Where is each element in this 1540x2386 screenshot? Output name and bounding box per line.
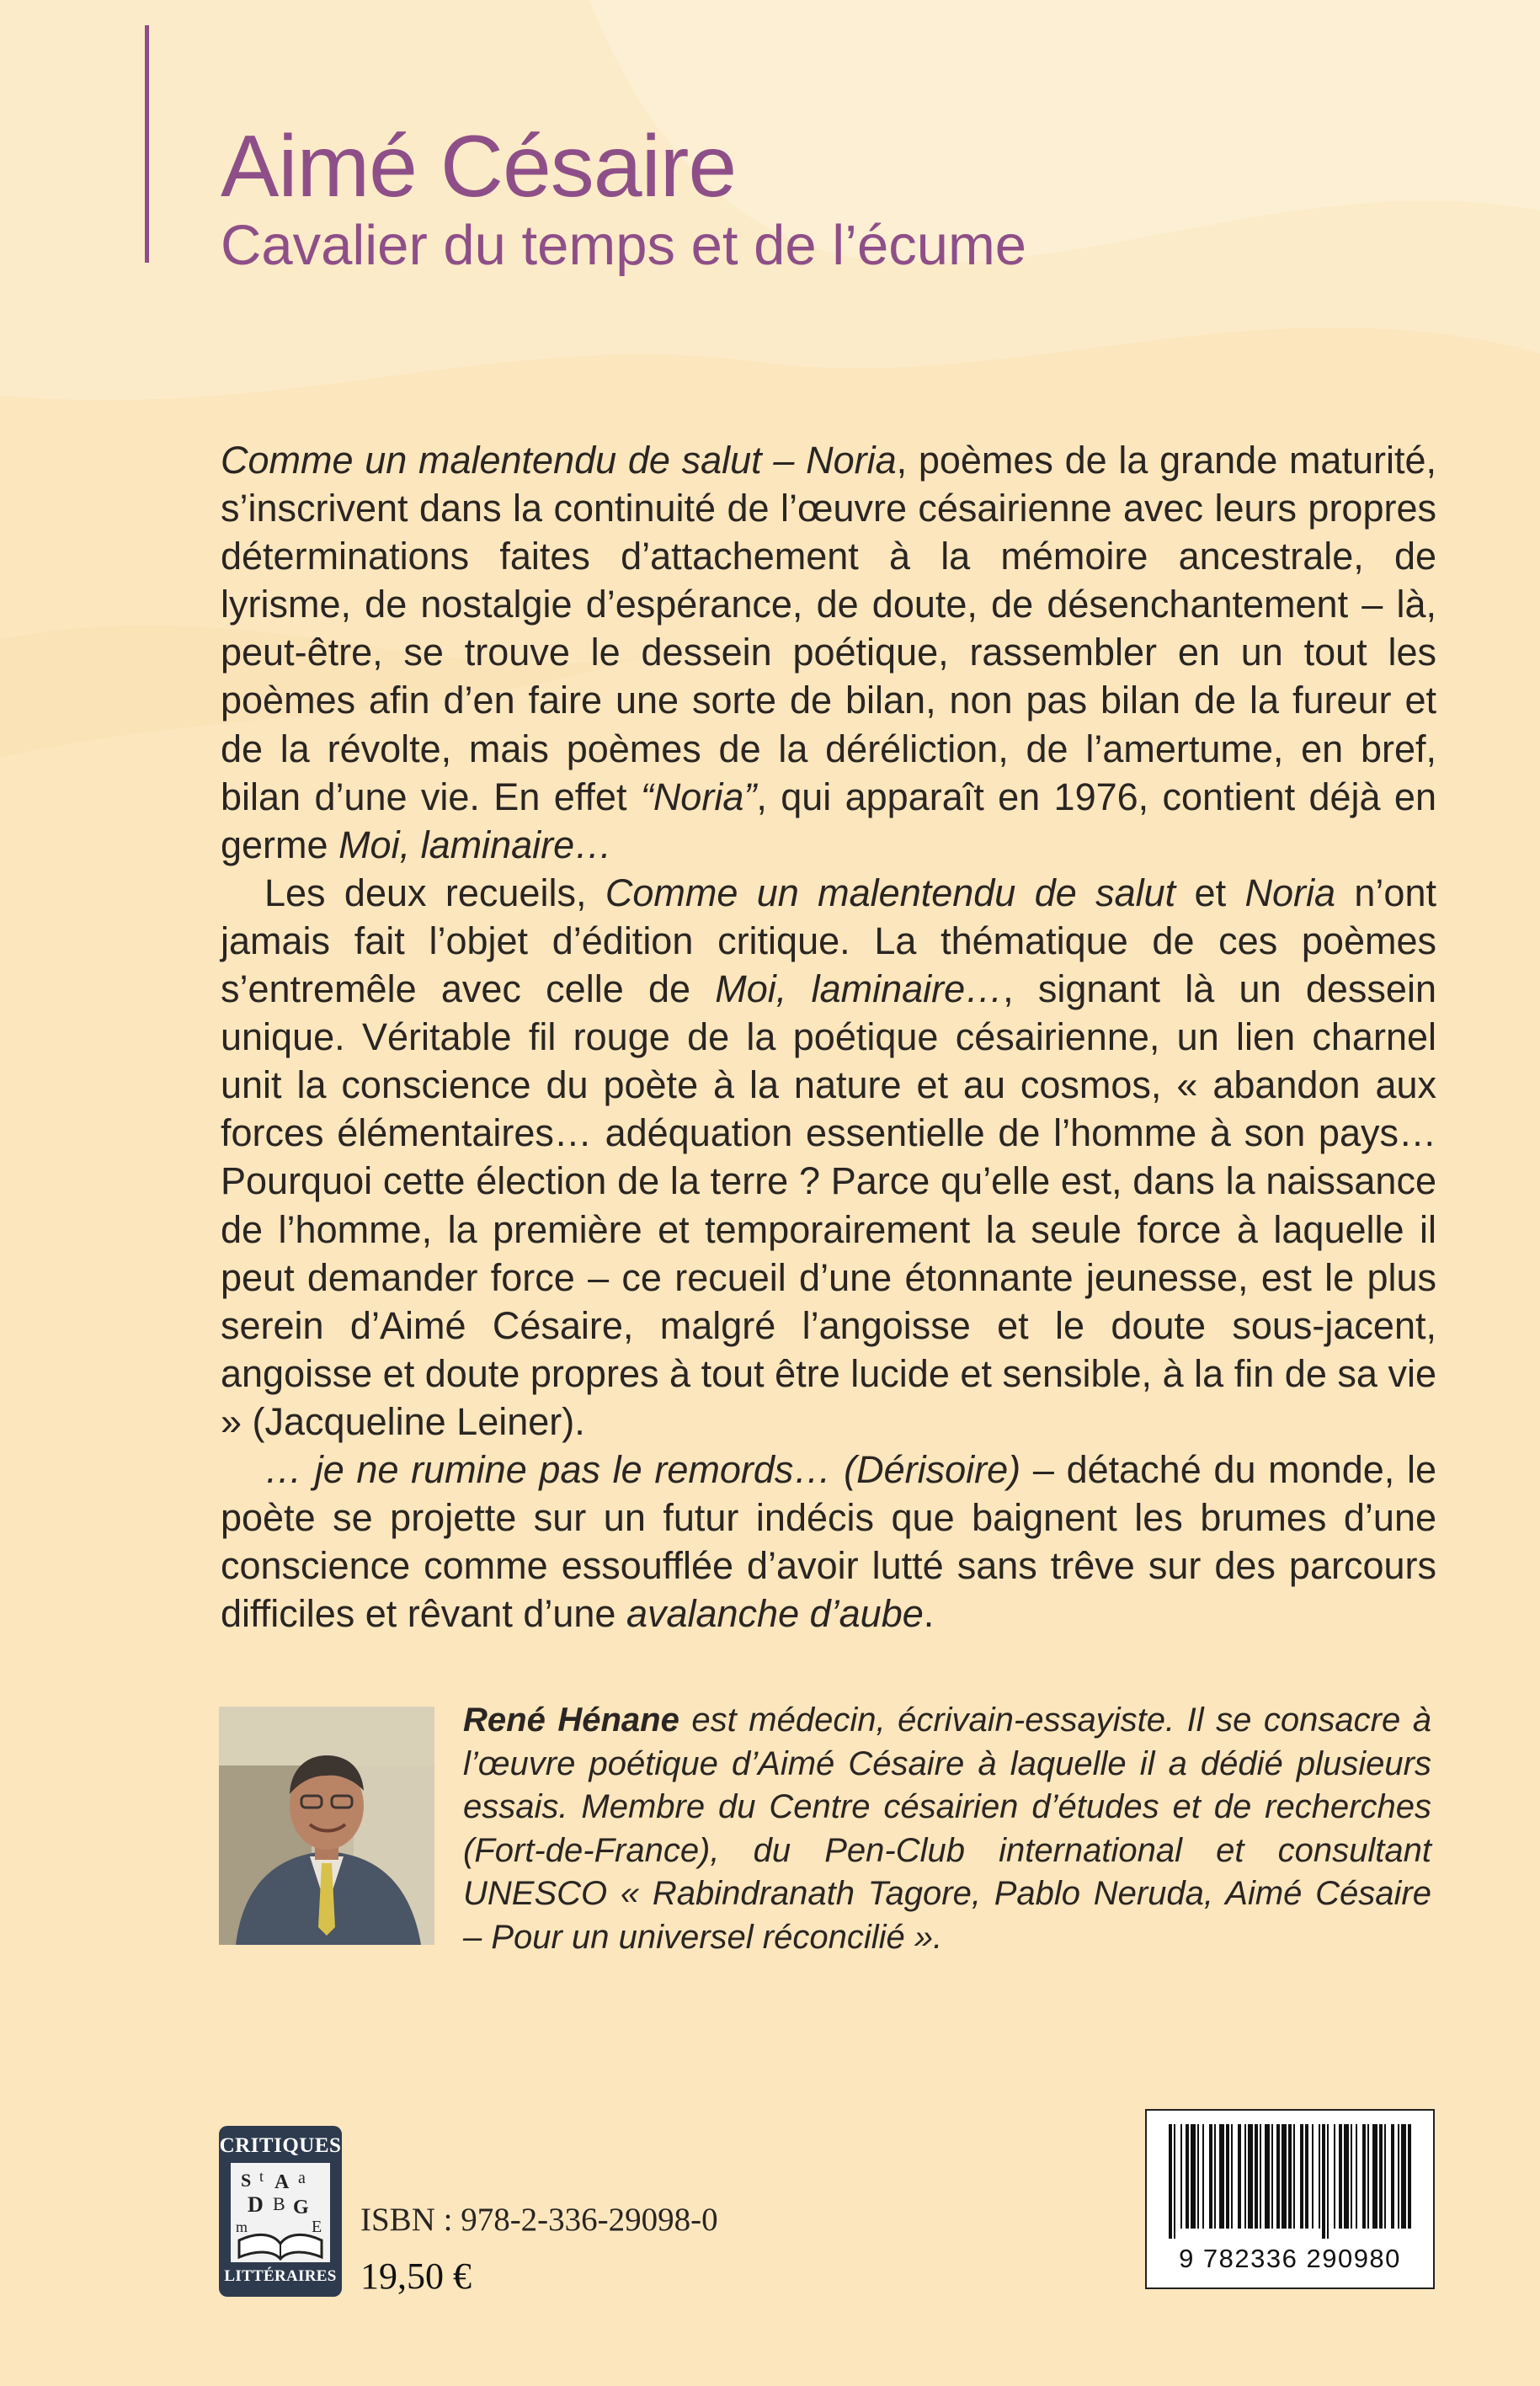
barcode-bar: [1186, 2124, 1189, 2229]
barcode-bar: [1231, 2124, 1233, 2229]
barcode-bar: [1293, 2124, 1295, 2229]
barcode: [1145, 2109, 1435, 2289]
barcode-bar: [1408, 2124, 1411, 2229]
barcode-bar: [1244, 2124, 1246, 2229]
italic-text-run: Noria: [1244, 871, 1336, 914]
barcode-bar: [1372, 2124, 1377, 2229]
barcode-bar: [1401, 2124, 1406, 2229]
barcode-bar: [1265, 2124, 1270, 2229]
barcode-bar: [1180, 2124, 1182, 2229]
svg-text:G: G: [293, 2197, 309, 2218]
collection-logo-bottom-label: LITTÉRAIRES: [224, 2267, 337, 2285]
barcode-bar: [1214, 2124, 1216, 2229]
barcode-bar: [1319, 2124, 1320, 2229]
barcode-bar: [1209, 2124, 1212, 2229]
letters-book-icon: [231, 2163, 330, 2262]
barcode-bar: [1356, 2124, 1357, 2229]
back-cover-summary: [221, 436, 1436, 1638]
barcode-bar: [1174, 2124, 1175, 2239]
barcode-bars: [1164, 2124, 1416, 2239]
text-run: Les deux recueils,: [264, 871, 605, 914]
svg-text:D: D: [248, 2192, 264, 2217]
barcode-bar: [1300, 2124, 1303, 2229]
barcode-bar: [1322, 2124, 1325, 2239]
collection-logo-top-label: CRITIQUES: [219, 2134, 342, 2157]
text-run: , qui apparaît en 1976, contient déjà en germe: [221, 775, 1436, 866]
italic-text-run: Moi, laminaire…: [715, 967, 1004, 1011]
italic-text-run: Comme un malentendu de salut – Noria: [221, 439, 897, 482]
barcode-bar: [1248, 2124, 1253, 2229]
barcode-bar: [1367, 2124, 1369, 2229]
italic-text-run: … je ne rumine pas le remords… (Dérisoire): [264, 1447, 1021, 1491]
author-photo: [219, 1707, 434, 1945]
text-run: , signant là un dessein unique. Véritable fil rouge de la poétique césairienne, un lien charnel unit la conscience du poète à la nature et au cosmos, « abandon aux forces élémentaires… adéquation essentielle de l’homme à son pays… Pourquoi cette élection de la terre ? Parce qu’elle est, dans la naissance de l’homme, la première et temporairement la seule force à laquelle il peut demander force – ce recueil d’une étonnante jeunesse, est le plus serein d’Aimé Césaire, malgré l’angoisse et le doute sous-jacent, angoisse et doute propres à tout être lucide et sensible, à la fin de sa vie » (Jacqueline Leiner).: [221, 967, 1436, 1443]
author-bio: [463, 1699, 1431, 1960]
svg-text:S: S: [241, 2170, 252, 2191]
barcode-bar: [1219, 2124, 1224, 2229]
book-subtitle: Cavalier du temps et de l’écume: [221, 214, 1027, 277]
barcode-bar: [1305, 2124, 1308, 2229]
summary-paragraph: [221, 436, 1436, 869]
barcode-bar: [1398, 2124, 1399, 2229]
text-run: .: [923, 1592, 935, 1636]
barcode-bar: [1379, 2124, 1383, 2229]
barcode-bar: [1226, 2124, 1229, 2229]
barcode-bar: [1312, 2124, 1314, 2229]
summary-paragraph: [221, 869, 1436, 1446]
barcode-bar: [1384, 2124, 1386, 2229]
title-side-rule: [145, 25, 149, 263]
svg-text:t: t: [259, 2168, 264, 2185]
barcode-bar: [1276, 2124, 1280, 2229]
isbn-label: ISBN : 978-2-336-29098-0: [360, 2202, 718, 2238]
svg-text:E: E: [312, 2218, 322, 2236]
svg-text:m: m: [236, 2218, 248, 2235]
barcode-bar: [1339, 2124, 1342, 2229]
barcode-bar: [1238, 2124, 1241, 2229]
italic-text-run: Moi, laminaire…: [338, 823, 613, 866]
barcode-bar: [1351, 2124, 1352, 2229]
price-label: 19,50 €: [360, 2256, 472, 2297]
text-run: et: [1175, 871, 1245, 914]
barcode-bar: [1344, 2124, 1349, 2229]
text-run: – détaché du monde, le poète se projette sur un futur indécis que baignent les brumes d’une conscience comme essoufflée d’avoir lutté sans trêve sur des parcours difficiles et rêvant d’une: [221, 1447, 1436, 1636]
barcode-bar: [1282, 2124, 1287, 2229]
svg-text:a: a: [298, 2169, 306, 2187]
book-title: Aimé Césaire: [221, 118, 737, 216]
italic-text-run: avalanche d’aube: [626, 1592, 924, 1636]
summary-paragraph: [221, 1446, 1436, 1638]
author-bio-text: est médecin, écrivain-essayiste. Il se consacre à l’œuvre poétique d’Aimé Césaire à laquelle il a dédié plusieurs essais. Membre du Centre césairien d’études et de recherches (Fort-de-France), du Pen-Club international et consultant UNESCO « Rabindranath Tagore, Pablo Neruda, Aimé Césaire – Pour un universel réconcilié ».: [463, 1702, 1431, 1956]
barcode-bar: [1191, 2124, 1196, 2229]
barcode-bar: [1391, 2124, 1394, 2229]
barcode-bar: [1288, 2124, 1292, 2229]
barcode-bar: [1362, 2124, 1366, 2229]
barcode-bar: [1202, 2124, 1204, 2229]
text-run: n’ont jamais fait l’objet d’édition critique. La thématique de ces poèmes s’entremêle avec celle de: [221, 871, 1436, 1011]
barcode-number: 9 782336 290980: [1179, 2244, 1401, 2273]
collection-logo: [219, 2126, 342, 2297]
svg-text:A: A: [274, 2171, 290, 2193]
italic-text-run: “Noria”: [640, 775, 757, 818]
barcode-bar: [1197, 2124, 1199, 2229]
barcode-bar: [1255, 2124, 1258, 2229]
italic-text-run: Comme un malentendu de salut: [605, 871, 1176, 914]
barcode-bar: [1327, 2124, 1329, 2239]
barcode-bar: [1169, 2124, 1172, 2239]
svg-text:B: B: [273, 2193, 285, 2214]
barcode-bar: [1334, 2124, 1335, 2229]
barcode-bar: [1260, 2124, 1261, 2229]
barcode-bar: [1271, 2124, 1273, 2229]
text-run: , poèmes de la grande maturité, s’inscrivent dans la continuité de l’œuvre césairienne avec leurs propres déterminations faites d’attachement à la mémoire ancestrale, de lyrisme, de nostalgie d’espérance, de doute, de désenchantement – là, peut-être, se trouve le dessein poétique, rassembler en un tout les poèmes afin d’en faire une sorte de bilan, non pas bilan de la fureur et de la révolte, mais poèmes de la déréliction, de l’amertume, en bref, bilan d’une vie. En effet: [221, 439, 1436, 818]
author-name: René Hénane: [463, 1702, 679, 1739]
